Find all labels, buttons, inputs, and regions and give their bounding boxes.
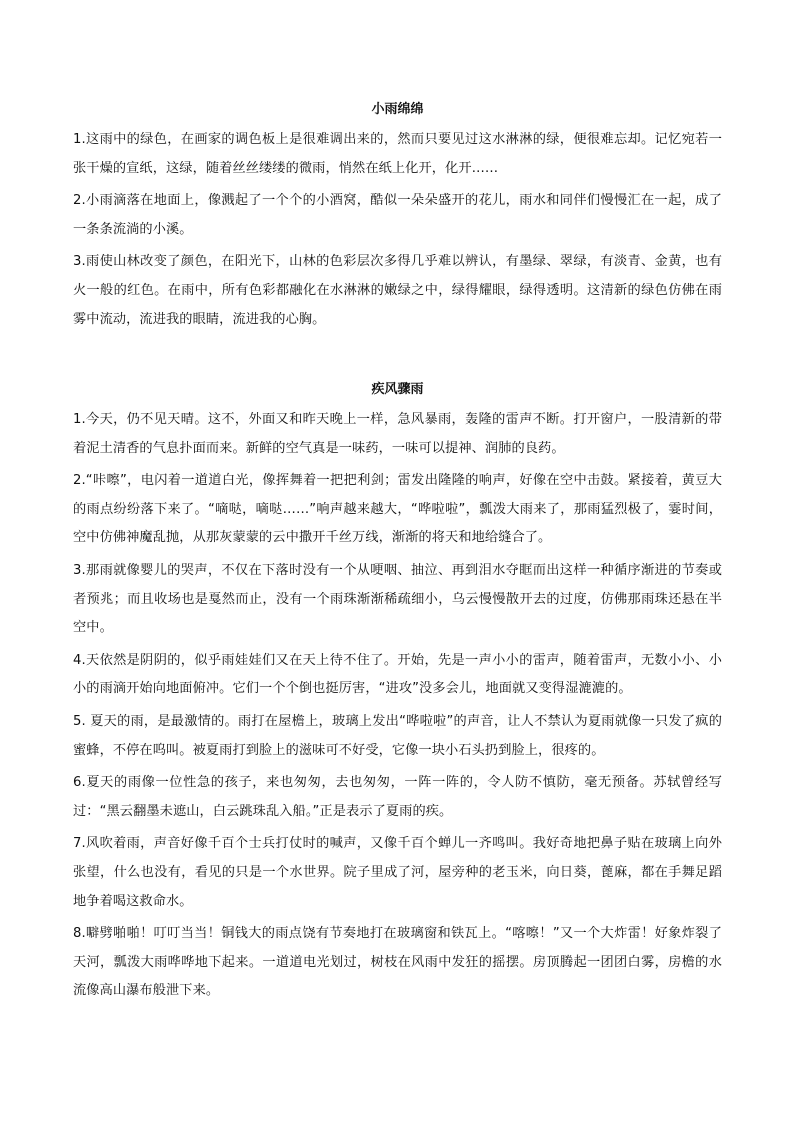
paragraph: 5. 夏天的雨，是最激情的。雨打在屋檐上，玻璃上发出“哗啦啦”的声音，让人不禁认为夏雨就像一只发了疯的蜜蜂，不停在呜叫。被夏雨打到脸上的滋味可不好受，它像一块小石头扔到脸上，很疼的。	[73, 713, 722, 758]
paragraph: 2.小雨滴落在地面上，像溅起了一个个的小酒窝，酷似一朵朵盛开的花儿，雨水和同伴们慢慢汇在一起，成了一条条流淌的小溪。	[73, 193, 722, 237]
paragraph: 1.今天，仍不见天晴。这不，外面又和昨天晚上一样，急风暴雨，轰隆的雷声不断。打开窗户，一股清新的带着泥土清香的气息扑面而来。新鲜的空气真是一味药，一味可以提神、润肺的良药。	[73, 412, 722, 456]
paragraph: 1.这雨中的绿色，在画家的调色板上是很难调出来的，然而只要见过这水淋淋的绿，便很难忘却。记忆宛若一张干燥的宣纸，这绿，随着丝丝缕缕的微雨，悄然在纸上化开，化开……	[73, 132, 722, 176]
paragraph: 2.“咔嚓”，电闪着一道道白光，像挥舞着一把把利剑；雷发出隆隆的响声，好像在空中击鼓。紧接着，黄豆大的雨点纷纷落下来了。“嘀哒，嘀哒……”响声越来越大，“哗啦啦”，瓢泼大雨来了，那雨猛烈极了，霎时间，空中仿佛神魔乱抛，从那灰蒙蒙的云中撒开千丝万线，渐渐的将天和地给缝合了。	[73, 473, 722, 546]
paragraph: 3.雨使山林改变了颜色，在阳光下，山林的色彩层次多得几乎难以辨认，有墨绿、翠绿，有淡青、金黄，也有火一般的红色。在雨中，所有色彩都融化在水淋淋的嫩绿之中，绿得耀眼，绿得透明。这清新的绿色仿佛在雨雾中流动，流进我的眼睛，流进我的心胸。	[73, 254, 722, 327]
section-light-rain	[73, 100, 722, 338]
paragraph: 8.噼劈啪啪！叮叮当当！铜钱大的雨点饶有节奏地打在玻璃窗和铁瓦上。“喀嚓！”又一个大炸雷！好象炸裂了天河，瓢泼大雨哗哗地下起来。一道道电光划过，树枝在风雨中发狂的摇摆。房顶腾起一团团白雾，房檐的水流像高山瀑布般泄下来。	[73, 926, 722, 999]
paragraph: 7.风吹着雨，声音好像千百个士兵打仗时的喊声，又像千百个蝉儿一齐鸣叫。我好奇地把鼻子贴在玻璃上向外张望，什么也没有，看见的只是一个水世界。院子里成了河，屋旁种的老玉米，向日葵，蓖麻，都在手舞足蹈地争着喝这救命水。	[73, 836, 722, 909]
section-title: 疾风骤雨	[371, 382, 424, 397]
section-title: 小雨绵绵	[371, 102, 424, 117]
paragraph: 4.天依然是阴阴的，似乎雨娃娃们又在天上待不住了。开始，先是一声小小的雷声，随着雷声，无数小小、小小的雨滴开始向地面俯冲。它们一个个倒也挺厉害，“进攻”没多会儿，地面就又变得湿漉漉的。	[73, 652, 722, 697]
paragraph: 3.那雨就像婴儿的哭声，不仅在下落时没有一个从哽咽、抽泣、再到泪水夺眶而出这样一种循序渐进的节奏或者预兆；而且收场也是戛然而止，没有一个雨珠渐渐稀疏细小，乌云慢慢散开去的过度，仿佛那雨珠还悬在半空中。	[73, 562, 722, 636]
paragraph: 6.夏天的雨像一位性急的孩子，来也匆匆，去也匆匆，一阵一阵的，令人防不慎防，毫无预备。苏轼曾经写过：“黑云翻墨未遮山，白云跳珠乱入船。”正是表示了夏雨的疾。	[73, 775, 722, 819]
section-heavy-rain	[73, 380, 722, 1010]
